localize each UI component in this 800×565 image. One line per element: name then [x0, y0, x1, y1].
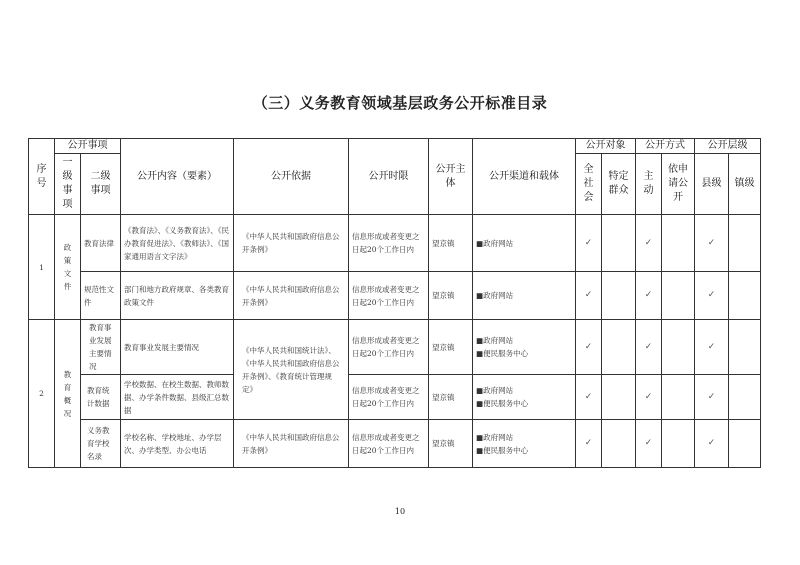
check-audience-all: ✓ [576, 375, 602, 420]
check-level-county: ✓ [695, 272, 729, 320]
channel-item: ■便民服务中心 [476, 349, 529, 358]
channel-item: ■政府网站 [476, 291, 514, 300]
time-limit-cell: 信息形成或者变更之日起20个工作日内 [349, 420, 429, 468]
basis-cell: 《中华人民共和国统计法》、《中华人民共和国政府信息公开条例》、《教育统计管理规定》 [234, 320, 349, 420]
header-audience-specific: 特定群众 [602, 154, 636, 215]
channel-cell [473, 375, 576, 420]
check-level-county: ✓ [695, 215, 729, 272]
header-audience-all: 全社会 [576, 154, 602, 215]
header-method: 公开方式 [636, 139, 695, 154]
content-cell: 《教育法》、《义务教育法》、《民办教育促进法》、《教师法》、《国家通用语言文字法》 [121, 215, 234, 272]
level2-cell: 义务教育学校名录 [81, 420, 121, 468]
header-level-town: 镇级 [729, 154, 761, 215]
header-matters: 公开事项 [55, 139, 121, 154]
check-audience-all: ✓ [576, 420, 602, 468]
empty-cell [729, 375, 761, 420]
basis-cell: 《中华人民共和国政府信息公开条例》 [234, 215, 349, 272]
subject-cell: 望京镇 [429, 272, 473, 320]
subject-cell: 望京镇 [429, 215, 473, 272]
empty-cell [662, 320, 695, 375]
level2-cell: 教育法律 [81, 215, 121, 272]
channel-item: ■便民服务中心 [476, 399, 529, 408]
empty-cell [602, 272, 636, 320]
empty-cell [662, 272, 695, 320]
check-level-county: ✓ [695, 420, 729, 468]
channel-item: ■便民服务中心 [476, 445, 529, 455]
time-limit-cell: 信息形成或者变更之日起20个工作日内 [349, 320, 429, 375]
empty-cell [729, 215, 761, 272]
level2-cell: 教育统计数据 [81, 375, 121, 420]
empty-cell [662, 215, 695, 272]
check-method-active: ✓ [636, 320, 662, 375]
table-row [29, 215, 761, 272]
level2-cell: 规范性文件 [81, 272, 121, 320]
check-method-active: ✓ [636, 375, 662, 420]
seq-cell: 2 [29, 320, 55, 468]
header-content: 公开内容（要素） [121, 139, 234, 215]
header-method-request: 依申请公开 [662, 154, 695, 215]
content-cell: 教育事业发展主要情况 [121, 320, 234, 375]
empty-cell [729, 320, 761, 375]
time-limit-cell: 信息形成或者变更之日起20个工作日内 [349, 375, 429, 420]
basis-cell: 《中华人民共和国政府信息公开条例》 [234, 420, 349, 468]
channel-item: ■政府网站 [476, 238, 514, 248]
content-cell: 学校名称、学校地址、办学层次、办学类型、办公电话 [121, 420, 234, 468]
header-method-active: 主动 [636, 154, 662, 215]
empty-cell [729, 272, 761, 320]
empty-cell [662, 420, 695, 468]
empty-cell [729, 420, 761, 468]
channel-cell [473, 420, 576, 468]
time-limit-cell: 信息形成或者变更之日起20个工作日内 [349, 215, 429, 272]
seq-cell: 1 [29, 215, 55, 320]
check-method-active: ✓ [636, 272, 662, 320]
table-row [29, 272, 761, 320]
subject-cell: 望京镇 [429, 420, 473, 468]
header-basis: 公开依据 [234, 139, 349, 215]
header-level2: 二级事项 [81, 154, 121, 215]
table-row [29, 320, 761, 375]
check-level-county: ✓ [695, 320, 729, 375]
check-method-active: ✓ [636, 420, 662, 468]
time-limit-cell: 信息形成或者变更之日起20个工作日内 [349, 272, 429, 320]
header-seq: 序号 [29, 139, 55, 215]
channel-cell [473, 215, 576, 272]
channel-cell [473, 272, 576, 320]
header-time-limit: 公开时限 [349, 139, 429, 215]
empty-cell [662, 375, 695, 420]
level1-cell: 政策文件 [55, 215, 81, 320]
empty-cell [602, 320, 636, 375]
channel-item: ■政府网站 [476, 336, 514, 345]
channel-item: ■政府网站 [476, 432, 514, 442]
header-level-county: 县级 [695, 154, 729, 215]
page-number: 10 [394, 507, 406, 516]
subject-cell: 望京镇 [429, 320, 473, 375]
channel-item: ■政府网站 [476, 386, 514, 395]
table-row [29, 420, 761, 468]
content-cell: 学校数据、在校生数据、教师数据、办学条件数据、县级汇总数据 [121, 375, 234, 420]
disclosure-catalog-table [28, 138, 761, 468]
empty-cell [602, 375, 636, 420]
check-audience-all: ✓ [576, 215, 602, 272]
subject-cell: 望京镇 [429, 375, 473, 420]
table-row [29, 375, 761, 420]
channel-cell [473, 320, 576, 375]
empty-cell [602, 215, 636, 272]
level1-cell: 教育概况 [55, 320, 81, 468]
empty-cell [602, 420, 636, 468]
check-audience-all: ✓ [576, 272, 602, 320]
check-method-active: ✓ [636, 215, 662, 272]
header-level1: 一级事项 [55, 154, 81, 215]
header-channel: 公开渠道和载体 [473, 139, 576, 215]
header-subject: 公开主体 [429, 139, 473, 215]
basis-cell: 《中华人民共和国政府信息公开条例》 [234, 272, 349, 320]
check-audience-all: ✓ [576, 320, 602, 375]
page-title: （三）义务教育领域基层政务公开标准目录 [252, 94, 548, 112]
header-audience: 公开对象 [576, 139, 636, 154]
check-level-county: ✓ [695, 375, 729, 420]
header-level: 公开层级 [695, 139, 761, 154]
content-cell: 部门和地方政府规章、各类教育政策文件 [121, 272, 234, 320]
level2-cell: 教育事业发展主要情况 [81, 320, 121, 375]
